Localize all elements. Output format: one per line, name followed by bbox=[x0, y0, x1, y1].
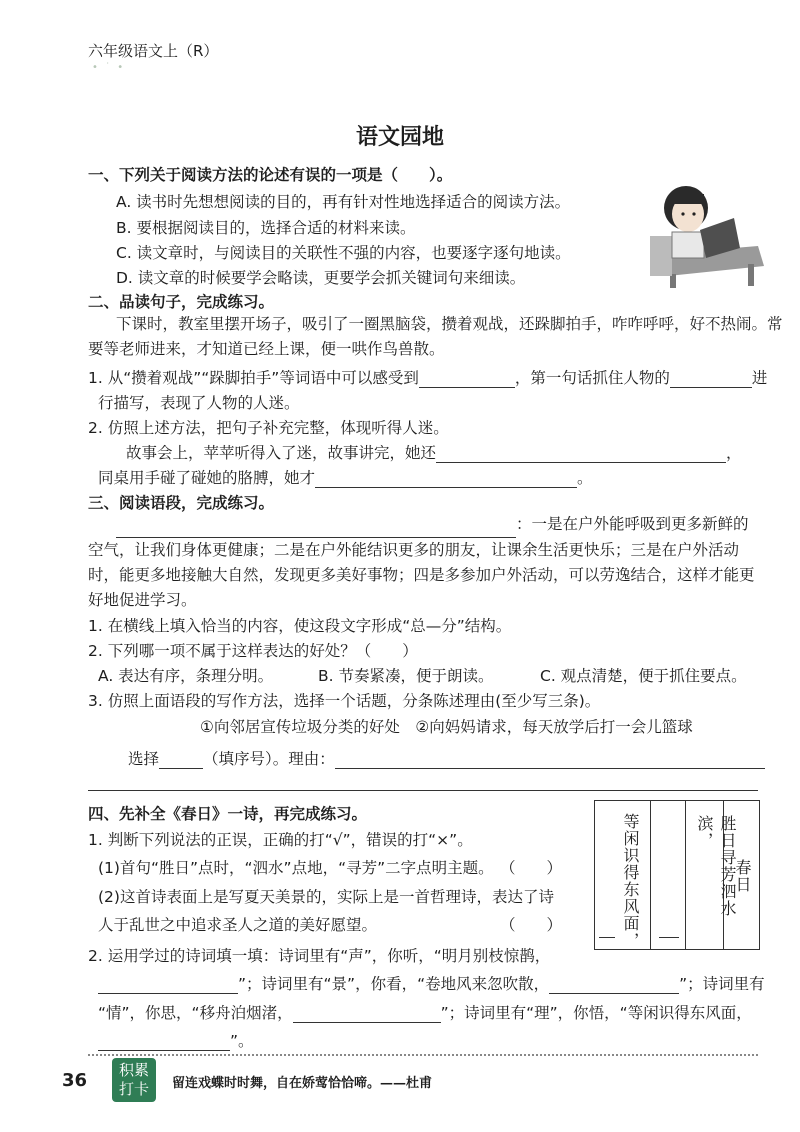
s2-question-1 bbox=[88, 366, 767, 388]
s3-reason-label: （填序号）。理由： bbox=[203, 750, 335, 768]
s3-passage-line-3: 时，能更多地接触大自然，发现更多美好事物；四是多参加户外活动，可以劳逸结合，这样才能更 bbox=[88, 566, 755, 584]
s4-q2-line-3 bbox=[98, 1001, 752, 1023]
s4-q2-text-f: ”。 bbox=[230, 1032, 254, 1050]
s2-q1-blank-2[interactable] bbox=[670, 371, 752, 388]
s4-q2-blank-2[interactable] bbox=[549, 977, 679, 994]
passage-line-2: 要等老师进来，才知道已经上课，便一哄作鸟兽散。 bbox=[88, 340, 445, 358]
passage-line-1: 下课时，教室里摆开场子，吸引了一圈黑脑袋，攒着观战，还跺脚拍手，咋咋呼呼，好不热闹。常 bbox=[116, 315, 783, 333]
s3-passage-line-4: 好地促进学习。 bbox=[88, 591, 197, 609]
option-a: A. 读书时先想想阅读的目的，再有针对性地选择适合的阅读方法。 bbox=[116, 193, 571, 211]
s4-q2-text-e: ”；诗词里有“理”，你悟，“等闲识得东风面， bbox=[440, 1004, 752, 1022]
badge-top-text: 积累 bbox=[118, 1061, 149, 1079]
poem-line-2-blank[interactable] bbox=[659, 813, 679, 938]
s4-q1-1-paren[interactable]: （ ） bbox=[500, 859, 563, 877]
s3-question-2: 2. 下列哪一项不属于这样表达的好处？（ ） bbox=[88, 642, 418, 660]
s3-reason-blank[interactable] bbox=[335, 752, 765, 769]
s2-q1-text-a: 1. 从“攒着观战”“跺脚拍手”等词语中可以感受到 bbox=[88, 369, 419, 387]
s2-q2-line-2 bbox=[98, 466, 593, 488]
s4-q2-blank-1[interactable] bbox=[98, 977, 238, 994]
decorative-dots: • ˙ • bbox=[92, 62, 126, 73]
s2-q2-line-1 bbox=[126, 441, 742, 463]
s2-q2-text-b: ， bbox=[726, 444, 742, 462]
poem-line-4-blank[interactable] bbox=[599, 813, 615, 938]
s4-q2-line-4 bbox=[98, 1029, 254, 1051]
s3-passage-line-1 bbox=[116, 510, 749, 538]
s4-q1-item-2-line-1: (2)这首诗表面上是写夏天美景的，实际上是一首哲理诗，表达了诗 bbox=[98, 888, 554, 906]
s4-q2-blank-4[interactable] bbox=[98, 1034, 230, 1051]
footer-divider bbox=[88, 1054, 758, 1056]
s3-choose-label: 选择 bbox=[128, 750, 160, 768]
s3-passage-p1: ：一是在户外能呼吸到更多新鲜的 bbox=[516, 515, 749, 533]
s3-choose-blank[interactable] bbox=[159, 752, 203, 769]
s2-q2-text-d: 。 bbox=[577, 469, 593, 487]
s2-q2-blank-2[interactable] bbox=[315, 471, 577, 488]
s4-q1-item-1: (1)首句“胜日”点时，“泗水”点地，“寻芳”二字点明主题。 bbox=[98, 859, 494, 877]
s2-question-2: 2. 仿照上述方法，把句子补充完整，体现听得人迷。 bbox=[88, 419, 449, 437]
s2-q2-text-a: 故事会上，苹苹听得入了迷，故事讲完，她还 bbox=[126, 444, 437, 462]
s2-q2-blank-1[interactable] bbox=[436, 446, 726, 463]
s4-q2-blank-3[interactable] bbox=[293, 1006, 441, 1023]
page-number: 36 bbox=[62, 1070, 88, 1091]
s4-q1-item-2-line-2: 人于乱世之中追求圣人之道的美好愿望。 bbox=[98, 916, 378, 934]
option-c: C. 读文章时，与阅读目的关联性不强的内容，也要逐字逐句地读。 bbox=[116, 244, 571, 262]
s4-q1-2-paren[interactable]: （ ） bbox=[500, 916, 563, 934]
s3-q2-option-b: B. 节奏紧凑，便于朗读。 bbox=[318, 667, 494, 685]
section-2-heading: 二、品读句子，完成练习。 bbox=[88, 293, 275, 311]
badge-bottom-text: 打卡 bbox=[118, 1080, 149, 1098]
s4-q2-text-b: ”；诗词里有“景”，你看，“卷地风来忽吹散， bbox=[238, 975, 550, 993]
section-1-heading: 一、下列关于阅读方法的论述有误的一项是（ ）。 bbox=[88, 166, 453, 184]
s2-q1-continued: 行描写，表现了人物的人迷。 bbox=[98, 394, 300, 412]
s3-question-1: 1. 在横线上填入恰当的内容，使这段文字形成“总—分”结构。 bbox=[88, 617, 512, 635]
s3-passage-line-2: 空气，让我们身体更健康；二是在户外能结识更多的朋友，让课余生活更快乐；三是在户外活动 bbox=[88, 541, 740, 559]
s4-q2-line-2 bbox=[98, 972, 765, 994]
s4-q2-text-d: “情”，你思，“移舟泊烟渚， bbox=[98, 1004, 293, 1022]
s3-q2-option-c: C. 观点清楚，便于抓住要点。 bbox=[540, 667, 747, 685]
book-header: 六年级语文上（R） bbox=[88, 42, 219, 60]
s4-question-2: 2. 运用学过的诗词填一填：诗词里有“声”，你听，“明月别枝惊鹊， bbox=[88, 947, 551, 965]
poem-title: 春日 bbox=[733, 859, 752, 893]
poem-column-divider-2 bbox=[685, 801, 686, 949]
s3-q2-option-a: A. 表达有序，条理分明。 bbox=[98, 667, 274, 685]
poem-line-1: 胜日寻芳泗水滨， bbox=[695, 815, 737, 917]
girl-reading-illustration bbox=[636, 176, 766, 288]
poem-column-divider-1 bbox=[650, 801, 651, 949]
section-4-heading: 四、先补全《春日》一诗，再完成练习。 bbox=[88, 805, 368, 823]
page-title: 语文园地 bbox=[355, 124, 444, 150]
poem-box bbox=[594, 800, 760, 950]
option-b: B. 要根据阅读目的，选择合适的材料来读。 bbox=[116, 219, 416, 237]
option-d: D. 读文章的时候要学会略读，更要学会抓关键词句来细读。 bbox=[116, 269, 526, 287]
accumulate-badge bbox=[112, 1058, 156, 1102]
footer-quote: 留连戏蝶时时舞，自在娇莺恰恰啼。——杜甫 bbox=[172, 1076, 433, 1091]
s4-question-1: 1. 判断下列说法的正误，正确的打“√”，错误的打“×”。 bbox=[88, 831, 473, 849]
poem-line-3: 等闲识得东风面， bbox=[621, 813, 640, 949]
section-3-heading: 三、阅读语段，完成练习。 bbox=[88, 494, 275, 512]
s2-q1-text-b: ，第一句话抓住人物的 bbox=[514, 369, 670, 387]
s3-topic-options: ①向邻居宣传垃圾分类的好处 ②向妈妈请求，每天放学后打一会儿篮球 bbox=[200, 718, 693, 736]
s3-question-3: 3. 仿照上面语段的写作方法，选择一个话题，分条陈述理由(至少写三条)。 bbox=[88, 692, 601, 710]
s4-q2-text-c: ”；诗词里有 bbox=[679, 975, 765, 993]
s2-q1-text-c: 进 bbox=[751, 369, 768, 387]
s2-q2-text-c: 同桌用手碰了碰她的胳膊，她才 bbox=[98, 469, 316, 487]
s3-choose-line bbox=[128, 747, 765, 769]
s2-q1-blank-1[interactable] bbox=[419, 371, 515, 388]
answer-line bbox=[88, 790, 758, 791]
